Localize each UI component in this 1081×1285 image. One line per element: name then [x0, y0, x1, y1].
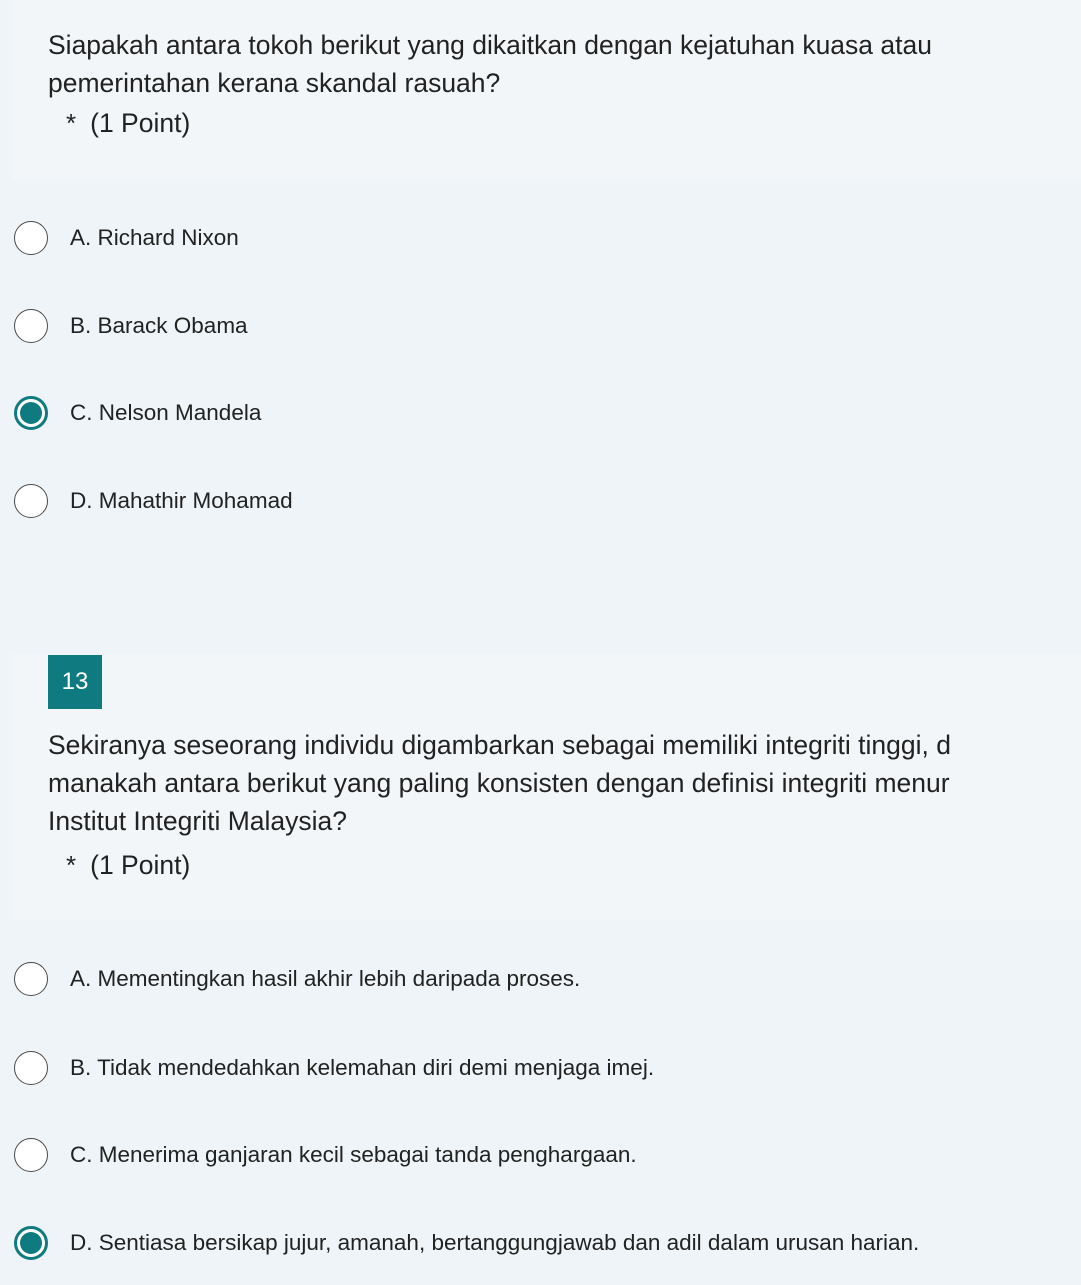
option-label: A. Richard Nixon: [70, 225, 239, 250]
radio-button[interactable]: [14, 484, 48, 518]
question-text-line: pemerintahan kerana skandal rasuah?: [48, 68, 501, 98]
question-points: [66, 104, 190, 142]
option-d[interactable]: [14, 481, 293, 521]
question-text: [48, 726, 951, 840]
option-a[interactable]: [14, 959, 580, 999]
question-card: [12, 654, 1081, 920]
option-b[interactable]: [14, 306, 248, 346]
option-label: C. Menerima ganjaran kecil sebagai tanda penghargaan.: [70, 1142, 637, 1167]
radio-button[interactable]: [14, 1051, 48, 1085]
option-label: D. Sentiasa bersikap jujur, amanah, bertanggungjawab dan adil dalam urusan harian.: [70, 1230, 920, 1255]
question-card: [12, 0, 1081, 180]
option-c[interactable]: [14, 393, 261, 433]
option-a[interactable]: [14, 218, 239, 258]
question-text-line: Institut Integriti Malaysia?: [48, 806, 347, 836]
required-marker: *: [66, 108, 77, 138]
option-c[interactable]: [14, 1135, 637, 1175]
question-text-line: Siapakah antara tokoh berikut yang dikaitkan dengan kejatuhan kuasa atau: [48, 30, 932, 60]
option-d[interactable]: [14, 1223, 919, 1263]
option-b[interactable]: [14, 1048, 654, 1088]
option-label: B. Tidak mendedahkan kelemahan diri demi menjaga imej.: [70, 1055, 655, 1080]
points-label: (1 Point): [90, 108, 191, 138]
radio-button[interactable]: [14, 1138, 48, 1172]
radio-button-selected[interactable]: [14, 1226, 48, 1260]
question-text: [48, 26, 932, 102]
question-text-line: Sekiranya seseorang individu digambarkan sebagai memiliki integriti tinggi, d: [48, 730, 951, 760]
option-label: A. Mementingkan hasil akhir lebih daripada proses.: [70, 966, 581, 991]
radio-button[interactable]: [14, 962, 48, 996]
question-points: [66, 846, 190, 884]
question-text-line: manakah antara berikut yang paling konsisten dengan definisi integriti menur: [48, 768, 950, 798]
radio-button-selected[interactable]: [14, 396, 48, 430]
question-number-badge: 13: [48, 655, 102, 709]
option-label: D. Mahathir Mohamad: [70, 488, 293, 513]
option-label: C. Nelson Mandela: [70, 400, 262, 425]
required-marker: *: [66, 850, 77, 880]
radio-button[interactable]: [14, 309, 48, 343]
points-label: (1 Point): [90, 850, 191, 880]
option-label: B. Barack Obama: [70, 313, 248, 338]
radio-button[interactable]: [14, 221, 48, 255]
